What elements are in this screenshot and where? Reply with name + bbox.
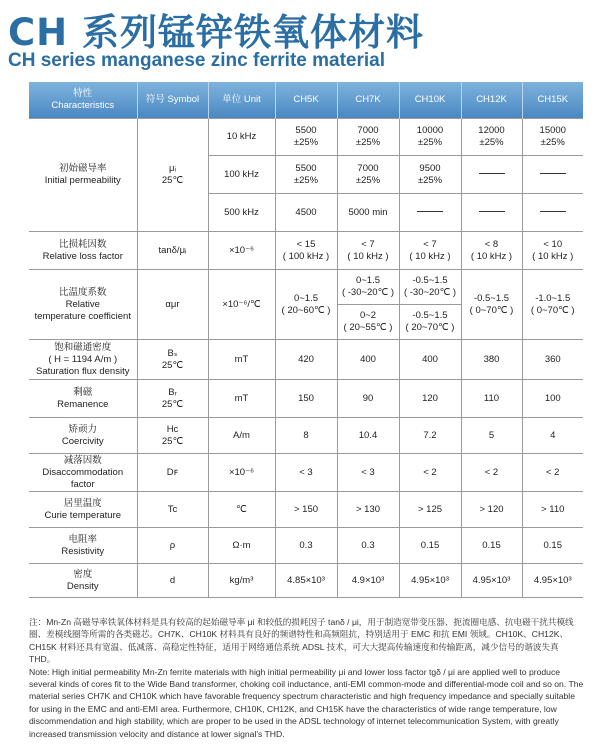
table-row (29, 492, 583, 528)
cell-value: 10000 ±25% (399, 119, 461, 156)
unit-saturation: mT (208, 340, 275, 380)
symbol-temp-coefficient: αμr (137, 270, 208, 340)
cell-value: 0~1.5 ( -30~20℃ ) (337, 270, 399, 305)
cell-value: < 7 ( 10 kHz ) (337, 232, 399, 270)
row-label-coercivity: 矫顽力 Coercivity (29, 418, 137, 454)
row-label-disaccommodation: 减落因数 Disaccommodation factor (29, 454, 137, 492)
header-symbol: 符号 Symbol (137, 82, 208, 119)
cell-value: 4500 (275, 194, 337, 232)
cell-value: -0.5~1.5 ( 20~70℃ ) (399, 305, 461, 340)
table-row (29, 528, 583, 564)
cell-value: 5500 ±25% (275, 119, 337, 156)
cell-value: < 15 ( 100 kHz ) (275, 232, 337, 270)
cell-value: 4.95×10³ (399, 564, 461, 598)
cell-empty-dash (522, 156, 583, 194)
symbol-resistivity: ρ (137, 528, 208, 564)
unit-temp-coefficient: ×10⁻⁶/℃ (208, 270, 275, 340)
row-label-density: 密度 Density (29, 564, 137, 598)
cell-value: 0.3 (337, 528, 399, 564)
cell-value: > 150 (275, 492, 337, 528)
header-grade-ch5k: CH5K (275, 82, 337, 119)
cell-value: 8 (275, 418, 337, 454)
cell-value: -1.0~1.5 ( 0~70℃ ) (522, 270, 583, 340)
cell-value: 360 (522, 340, 583, 380)
cell-value: 7000 ±25% (337, 156, 399, 194)
cell-value: < 2 (522, 454, 583, 492)
cell-value: 0~1.5 ( 20~60℃ ) (275, 270, 337, 340)
header-characteristics: 特性 Characteristics (29, 82, 137, 119)
symbol-saturation: Bₛ 25℃ (137, 340, 208, 380)
freq-500khz: 500 kHz (208, 194, 275, 232)
table-row (29, 119, 583, 156)
title-chinese: CH 系列锰锌铁氧体材料 (8, 11, 425, 54)
symbol-coercivity: Hc 25℃ (137, 418, 208, 454)
cell-value: 5500 ±25% (275, 156, 337, 194)
cell-value: < 2 (461, 454, 522, 492)
unit-density: kg/m³ (208, 564, 275, 598)
cell-value: 4.9×10³ (337, 564, 399, 598)
unit-loss-factor: ×10⁻⁶ (208, 232, 275, 270)
row-label-permeability: 初始磁导率 Initial permeability (29, 119, 137, 232)
cell-empty-dash (522, 194, 583, 232)
unit-disaccommodation: ×10⁻⁶ (208, 454, 275, 492)
table-row (29, 270, 583, 305)
cell-value: 110 (461, 380, 522, 418)
symbol-loss-factor: tanδ/μᵢ (137, 232, 208, 270)
cell-value: < 10 ( 10 kHz ) (522, 232, 583, 270)
cell-value: 12000 ±25% (461, 119, 522, 156)
header-grade-ch15k: CH15K (522, 82, 583, 119)
note-english: Note: High initial permeability Mn-Zn ferrite materials with high initial permeability μi and lower loss factor tgδ / μi are applied well to produce several kinds of cores fit to the Wide Band transformer, choking coil inductance, anti-EMI common-mode and differential-mode coil and so on. The material series CH7K and CH10K which have favorable frequency spectrum characteristic and high frequency impedance and specially suitable for using in the EMC and anti-EMI area. Furthermore, CH10K, CH12K, and CH15K have the characteristics of wide range temperature, low discommendation and high stability, which are proper to be used in the ADSL technology of internet telecommunication System, with greatly increased transmission velocity and distance at lower signal's THD. (29, 666, 584, 739)
table-row (29, 564, 583, 598)
cell-value: 0.3 (275, 528, 337, 564)
cell-value: 10.4 (337, 418, 399, 454)
cell-value: 120 (399, 380, 461, 418)
table-row (29, 340, 583, 380)
header-grade-ch10k: CH10K (399, 82, 461, 119)
cell-value: 4.95×10³ (461, 564, 522, 598)
cell-value: -0.5~1.5 ( 0~70℃ ) (461, 270, 522, 340)
symbol-curie: Tc (137, 492, 208, 528)
freq-10khz: 10 kHz (208, 119, 275, 156)
unit-resistivity: Ω·m (208, 528, 275, 564)
cell-value: 380 (461, 340, 522, 380)
cell-value: 4 (522, 418, 583, 454)
title-english: CH series manganese zinc ferrite material (8, 50, 386, 71)
header-grade-ch7k: CH7K (337, 82, 399, 119)
header-grade-ch12k: CH12K (461, 82, 522, 119)
table-row (29, 380, 583, 418)
cell-value: < 7 ( 10 kHz ) (399, 232, 461, 270)
row-label-loss-factor: 比损耗因数 Relative loss factor (29, 232, 137, 270)
row-label-remanence: 剩磁 Remanence (29, 380, 137, 418)
header-unit: 单位 Unit (208, 82, 275, 119)
table-header-row (29, 82, 583, 119)
cell-value: 100 (522, 380, 583, 418)
symbol-disaccommodation: Dꜰ (137, 454, 208, 492)
unit-coercivity: A/m (208, 418, 275, 454)
unit-remanence: mT (208, 380, 275, 418)
row-label-resistivity: 电阻率 Resistivity (29, 528, 137, 564)
cell-value: 90 (337, 380, 399, 418)
cell-value: < 3 (337, 454, 399, 492)
note-chinese: 注：Mn-Zn 高磁导率铁氧体材料是具有较高的起始磁导率 μi 和较低的损耗因子 tanδ / μi，用于制造宽带变压器、扼流圈电感、抗电磁干扰共模线圈、差模线圈等所需的各类磁芯。CH7K、CH10K 材料具有良好的频谱特性和高频阻抗，特别适用于 EMC 和抗 EMI 领域。CH10K、CH12K、CH15K 材料还具有宽温、低减落、高稳定性特征，适用于网络通信系统 ADSL 技术，可大大提高传输速度和传输距离，减少信号的谐波失真 THD。 (29, 617, 574, 665)
freq-100khz: 100 kHz (208, 156, 275, 194)
cell-value: < 3 (275, 454, 337, 492)
cell-value: < 2 (399, 454, 461, 492)
cell-value: 400 (337, 340, 399, 380)
symbol-permeability: μᵢ 25℃ (137, 119, 208, 232)
cell-empty-dash (399, 194, 461, 232)
cell-value: 7000 ±25% (337, 119, 399, 156)
row-label-temp-coefficient: 比温度系数 Relative temperature coefficient (29, 270, 137, 340)
row-label-curie: 居里温度 Curie temperature (29, 492, 137, 528)
symbol-density: d (137, 564, 208, 598)
cell-value: 4.95×10³ (522, 564, 583, 598)
cell-value: 5 (461, 418, 522, 454)
cell-value: 0.15 (461, 528, 522, 564)
cell-value: 0.15 (522, 528, 583, 564)
cell-value: 150 (275, 380, 337, 418)
unit-curie: ℃ (208, 492, 275, 528)
row-label-saturation: 饱和磁通密度 ( H = 1194 A/m ) Saturation flux density (29, 340, 137, 380)
cell-empty-dash (461, 194, 522, 232)
table-row (29, 232, 583, 270)
cell-value: 0~2 ( 20~55℃ ) (337, 305, 399, 340)
cell-value: 7.2 (399, 418, 461, 454)
cell-value: 400 (399, 340, 461, 380)
cell-value: < 8 ( 10 kHz ) (461, 232, 522, 270)
cell-value: > 110 (522, 492, 583, 528)
table-row (29, 454, 583, 492)
cell-value: 9500 ±25% (399, 156, 461, 194)
cell-value: 5000 min (337, 194, 399, 232)
cell-value: > 120 (461, 492, 522, 528)
symbol-remanence: Bᵣ 25℃ (137, 380, 208, 418)
notes (29, 616, 585, 740)
table-row (29, 418, 583, 454)
spec-table (29, 82, 583, 598)
cell-value: 420 (275, 340, 337, 380)
cell-value: > 130 (337, 492, 399, 528)
cell-value: > 125 (399, 492, 461, 528)
cell-value: 15000 ±25% (522, 119, 583, 156)
cell-empty-dash (461, 156, 522, 194)
cell-value: 0.15 (399, 528, 461, 564)
cell-value: 4.85×10³ (275, 564, 337, 598)
cell-value: -0.5~1.5 ( -30~20℃ ) (399, 270, 461, 305)
